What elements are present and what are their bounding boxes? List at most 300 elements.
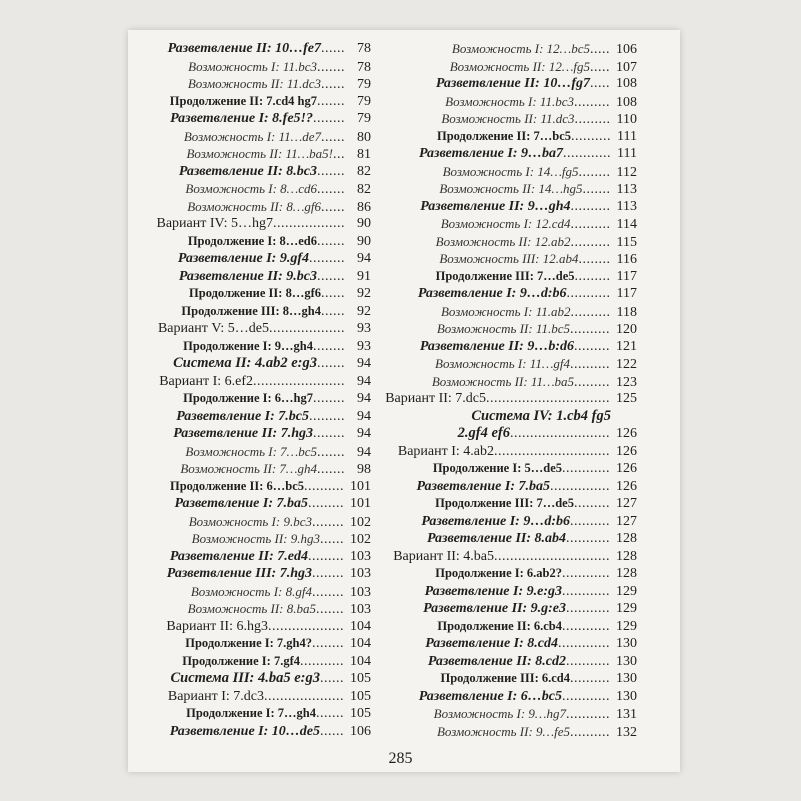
toc-entry-label: Продолжение II: 8…gf6 xyxy=(189,286,321,300)
toc-entry-label: Возможность I: 14…fg5 xyxy=(442,163,579,179)
toc-entry xyxy=(405,530,637,548)
toc-leader-dots: ....... xyxy=(317,163,345,179)
toc-entry-label: Возможность II: 8…gf6 xyxy=(187,198,321,214)
toc-entry-label: Вариант I: 4.ab2 xyxy=(397,443,494,459)
toc-entry xyxy=(155,565,371,583)
toc-entry-page: 120 xyxy=(616,322,637,337)
toc-entry-label: Вариант I: 6.ef2 xyxy=(159,373,253,389)
toc-entry xyxy=(155,338,371,356)
toc-entry xyxy=(405,408,637,426)
toc-entry-page: 113 xyxy=(616,198,637,214)
toc-entry-label: Разветвление I: 6…bc5 xyxy=(418,688,562,704)
toc-leader-dots: ....... xyxy=(582,182,611,197)
toc-entry-label: Вариант V: 5…de5 xyxy=(157,321,269,336)
toc-leader-dots: ........... xyxy=(566,286,611,301)
toc-leader-dots: ...... xyxy=(321,199,345,215)
toc-entry-label: Возможность I: 12.cd4 xyxy=(440,216,571,231)
toc-entry xyxy=(405,93,637,111)
toc-entry-label: Разветвление II: 9.bc3 xyxy=(178,268,317,284)
toc-entry xyxy=(155,513,371,531)
toc-entry-label: Вариант II: 7.dc5 xyxy=(385,391,486,406)
toc-entry-label: Вариант IV: 5…hg7 xyxy=(156,216,273,231)
toc-entry-label: Продолжение II: 7.cd4 hg7 xyxy=(169,93,317,108)
toc-entry-page: 113 xyxy=(616,182,637,197)
toc-entry xyxy=(405,320,637,338)
toc-entry-page: 82 xyxy=(357,182,371,197)
toc-entry xyxy=(155,653,371,671)
toc-entry-label: Разветвление I: 7.ba5 xyxy=(174,496,308,511)
toc-entry xyxy=(155,688,371,706)
toc-entry-page: 127 xyxy=(616,496,637,511)
toc-leader-dots: ....... xyxy=(317,444,345,460)
toc-entry-page: 101 xyxy=(350,478,371,494)
toc-entry-page: 129 xyxy=(616,601,637,616)
toc-leader-dots: ......................... xyxy=(510,426,610,441)
toc-entry-label: Возможность I: 8.gf4 xyxy=(190,583,312,599)
toc-entry-page: 129 xyxy=(616,618,637,634)
toc-entry xyxy=(405,705,637,723)
toc-entry-label: Разветвление II: 8.ab4 xyxy=(427,531,566,546)
toc-entry-page: 110 xyxy=(616,112,637,127)
toc-entry xyxy=(405,460,637,478)
toc-leader-dots: .......... xyxy=(571,128,611,144)
toc-entry-label: Возможность II: 11.dc3 xyxy=(441,111,575,126)
toc-entry-page: 92 xyxy=(357,303,371,319)
toc-entry-page: 114 xyxy=(616,217,637,232)
toc-entry xyxy=(155,198,371,216)
toc-entry xyxy=(405,495,637,513)
toc-entry xyxy=(405,233,637,251)
toc-entry xyxy=(405,215,637,233)
toc-entry xyxy=(155,390,371,408)
toc-entry-label: Разветвление II: 9…b:d6 xyxy=(419,338,574,354)
toc-entry xyxy=(405,338,637,356)
toc-entry-label: Разветвление II: 10…fg7 xyxy=(435,76,590,91)
toc-entry xyxy=(155,110,371,128)
toc-entry xyxy=(155,268,371,286)
toc-entry xyxy=(155,40,371,58)
toc-leader-dots: .................... xyxy=(264,688,344,704)
toc-entry-label: Разветвление II: 7.hg3 xyxy=(173,426,313,441)
toc-leader-dots: ........... xyxy=(300,653,344,669)
toc-entry xyxy=(405,75,637,93)
toc-entry xyxy=(405,180,637,198)
toc-leader-dots: ........... xyxy=(566,531,610,546)
toc-leader-dots: ......... xyxy=(574,338,610,354)
toc-entry-page: 128 xyxy=(616,531,637,546)
toc-entry xyxy=(155,600,371,618)
toc-leader-dots: ........ xyxy=(312,514,344,530)
toc-leader-dots: ........ xyxy=(313,338,345,354)
toc-entry-label: Возможность II: 11.dc3 xyxy=(187,76,321,91)
toc-entry-page: 108 xyxy=(616,76,637,91)
toc-entry xyxy=(405,478,637,496)
toc-entry-page: 129 xyxy=(616,583,637,599)
toc-entry-label: Вариант II: 4.ba5 xyxy=(393,548,494,564)
toc-entry-page: 103 xyxy=(350,548,371,564)
toc-entry-page: 94 xyxy=(357,356,371,371)
toc-entry-label: Возможность I: 11…gf4 xyxy=(435,356,570,371)
toc-entry-page: 103 xyxy=(350,602,371,617)
toc-entry xyxy=(405,373,637,391)
toc-leader-dots: ......... xyxy=(574,496,610,511)
toc-entry-label: Продолжение II: 6…bc5 xyxy=(169,478,304,493)
toc-entry-label: Продолжение III: 7…de5 xyxy=(435,268,575,283)
toc-leader-dots: ............ xyxy=(562,566,610,581)
toc-entry xyxy=(155,355,371,373)
toc-entry-page: 78 xyxy=(357,59,371,75)
toc-entry xyxy=(155,75,371,93)
toc-entry xyxy=(155,128,371,146)
toc-entry xyxy=(155,373,371,391)
toc-leader-dots: ........ xyxy=(313,426,345,441)
toc-leader-dots: ...... xyxy=(321,303,345,319)
toc-entry-label: Система IV: 1.cb4 fg5 xyxy=(471,407,611,424)
toc-entry-label: Разветвление I: 10…de5 xyxy=(169,723,320,739)
toc-entry-page: 126 xyxy=(616,478,637,494)
toc-entry-label: Система III: 4.ba5 e:g3 xyxy=(170,670,320,686)
toc-entry-page: 122 xyxy=(616,357,637,372)
toc-entry-label: Разветвление I: 9…ba7 xyxy=(418,146,563,161)
toc-entry xyxy=(405,670,637,688)
toc-leader-dots: .......... xyxy=(570,304,611,320)
toc-column-left xyxy=(155,40,371,740)
toc-entry-label: Продолжение I: 5…de5 xyxy=(432,461,562,475)
toc-entry-page: 105 xyxy=(350,671,371,686)
toc-entry-page: 78 xyxy=(357,41,371,56)
toc-leader-dots: ......... xyxy=(308,496,344,511)
toc-entry-page: 82 xyxy=(357,163,371,179)
toc-leader-dots: ............ xyxy=(562,688,610,704)
toc-entry-page: 90 xyxy=(357,233,371,249)
toc-entry xyxy=(155,425,371,443)
toc-entry-page: 94 xyxy=(357,444,371,460)
toc-entry xyxy=(155,215,371,233)
toc-entry-label: Возможность II: 11…ba5 xyxy=(431,373,574,389)
toc-entry-label: Возможность II: 9…fe5 xyxy=(436,723,570,739)
toc-entry-page: 130 xyxy=(616,688,637,704)
toc-entry xyxy=(405,653,637,671)
toc-entry-page: 130 xyxy=(616,671,637,686)
toc-entry xyxy=(155,408,371,426)
toc-entry xyxy=(405,58,637,76)
toc-entry xyxy=(155,180,371,198)
toc-leader-dots: ..... xyxy=(590,76,610,91)
toc-entry-label: Разветвление I: 8.fe5!? xyxy=(170,111,313,126)
toc-entry-page: 131 xyxy=(616,707,637,722)
toc-entry-page: 128 xyxy=(616,566,637,581)
toc-leader-dots: .......... xyxy=(570,234,611,250)
toc-entry xyxy=(155,285,371,303)
toc-entry xyxy=(405,250,637,268)
toc-leader-dots: ................... xyxy=(268,618,344,634)
toc-entry xyxy=(405,618,637,636)
toc-entry-page: 123 xyxy=(616,374,637,390)
toc-entry-label: Возможность II: 11…ba5! xyxy=(186,146,333,161)
toc-leader-dots: ........... xyxy=(566,653,610,669)
toc-leader-dots: ....... xyxy=(317,182,345,197)
toc-leader-dots: ........ xyxy=(578,252,611,267)
toc-entry xyxy=(405,145,637,163)
toc-entry xyxy=(405,600,637,618)
toc-leader-dots: .......... xyxy=(570,198,611,214)
toc-entry-page: 103 xyxy=(350,584,371,600)
toc-entry-page: 130 xyxy=(616,636,637,651)
toc-entry-page: 115 xyxy=(616,234,637,250)
toc-entry-page: 117 xyxy=(616,268,637,284)
toc-entry xyxy=(155,495,371,513)
toc-entry-page: 79 xyxy=(357,93,371,109)
toc-entry xyxy=(155,478,371,496)
toc-entry xyxy=(405,635,637,653)
toc-entry xyxy=(385,390,637,408)
toc-entry-label: Разветвление I: 9.e:g3 xyxy=(424,583,562,599)
toc-entry-label: Разветвление I: 9…d:b6 xyxy=(421,513,570,529)
toc-entry-label: Возможность II: 7…gh4 xyxy=(180,461,317,476)
toc-entry-page: 118 xyxy=(616,304,637,320)
toc-entry-label: Продолжение I: 9…gh4 xyxy=(183,338,313,353)
toc-entry-label: Разветвление II: 9.g:e3 xyxy=(423,601,566,616)
toc-entry-page: 101 xyxy=(350,496,371,511)
toc-leader-dots: ............... xyxy=(550,478,610,494)
toc-entry-label: Разветвление II: 9…gh4 xyxy=(420,198,571,214)
toc-leader-dots: ......... xyxy=(574,112,611,127)
toc-entry-label: Разветвление I: 9.gf4 xyxy=(177,251,309,266)
toc-entry-label: Продолжение I: 7…gh4 xyxy=(186,706,316,720)
toc-entry xyxy=(405,163,637,181)
toc-entry-page: 93 xyxy=(357,321,371,336)
toc-leader-dots: ...... xyxy=(320,532,344,547)
toc-entry-label: Возможность II: 8.ba5 xyxy=(187,601,316,616)
toc-entry-page: 104 xyxy=(350,636,371,651)
toc-entry xyxy=(155,443,371,461)
toc-leader-dots: ...... xyxy=(321,286,345,301)
toc-leader-dots: ......... xyxy=(574,268,611,284)
toc-leader-dots: ............................. xyxy=(494,443,610,459)
toc-entry-label: Продолжение III: 6.cd4 xyxy=(440,671,570,685)
toc-entry-label: Разветвление I: 8.cd4 xyxy=(425,636,558,651)
page-number: 285 xyxy=(388,750,413,767)
toc-entry xyxy=(405,355,637,373)
toc-entry-label: Система II: 4.ab2 e:g3 xyxy=(173,355,317,371)
toc-leader-dots: ...... xyxy=(321,129,345,145)
toc-leader-dots: ....... xyxy=(316,706,344,721)
toc-leader-dots: ............ xyxy=(562,618,610,634)
toc-leader-dots: .......... xyxy=(570,724,610,740)
toc-entry xyxy=(155,163,371,181)
toc-entry xyxy=(155,705,371,723)
toc-entry xyxy=(393,548,637,566)
toc-leader-dots: ........ xyxy=(578,164,611,180)
toc-entry xyxy=(405,583,637,601)
toc-entry-label: Возможность II: 9.hg3 xyxy=(191,531,320,546)
toc-entry xyxy=(405,268,637,286)
toc-leader-dots: .......... xyxy=(304,478,344,494)
toc-entry xyxy=(405,285,637,303)
toc-leader-dots: ......... xyxy=(308,548,344,564)
toc-entry-label: Продолжение I: 8…ed6 xyxy=(187,233,317,248)
toc-entry-label: Возможность I: 8…cd6 xyxy=(185,181,317,196)
toc-entry xyxy=(405,198,637,216)
toc-entry xyxy=(155,530,371,548)
toc-leader-dots: ......... xyxy=(309,251,345,266)
toc-entry xyxy=(405,303,637,321)
toc-entry xyxy=(155,145,371,163)
toc-entry-label: Продолжение I: 6.ab2? xyxy=(435,566,562,580)
toc-leader-dots: ....... xyxy=(317,59,345,75)
toc-entry-label: Вариант II: 6.hg3 xyxy=(166,618,268,634)
toc-leader-dots: .......... xyxy=(570,671,610,686)
toc-entry-page: 111 xyxy=(617,128,637,144)
toc-entry xyxy=(405,128,637,146)
toc-entry-page: 116 xyxy=(616,252,637,267)
toc-entry-label: Разветвление III: 7.hg3 xyxy=(166,566,312,581)
toc-leader-dots: ............ xyxy=(563,146,611,161)
toc-entry-page: 81 xyxy=(357,147,371,162)
toc-entry-page: 104 xyxy=(350,618,371,634)
toc-entry xyxy=(405,425,637,443)
toc-entry-page: 105 xyxy=(350,688,371,704)
toc-entry-page: 121 xyxy=(616,338,637,354)
toc-entry-label: Разветвление II: 8.bc3 xyxy=(178,163,317,179)
toc-entry-label: Возможность I: 11.ab2 xyxy=(440,303,571,319)
toc-entry-page: 90 xyxy=(357,216,371,231)
toc-entry xyxy=(155,583,371,601)
toc-entry-label: Разветвление II: 8.cd2 xyxy=(427,653,566,669)
toc-leader-dots: .......... xyxy=(570,357,610,372)
toc-entry-label: Возможность I: 12…bc5 xyxy=(451,41,590,56)
toc-leader-dots: ..... xyxy=(590,42,610,57)
toc-leader-dots: ......... xyxy=(574,94,610,110)
toc-leader-dots: ........ xyxy=(312,566,344,581)
toc-column-right xyxy=(385,40,637,740)
toc-entry-page: 117 xyxy=(616,286,637,301)
toc-leader-dots: ............................... xyxy=(486,391,610,406)
toc-entry-page: 126 xyxy=(616,461,637,476)
toc-leader-dots: ...... xyxy=(320,723,344,739)
toc-entry xyxy=(397,443,637,461)
toc-leader-dots: ............ xyxy=(562,461,610,476)
toc-leader-dots: ....... xyxy=(317,268,345,284)
toc-entry xyxy=(405,565,637,583)
toc-entry xyxy=(155,460,371,478)
toc-entry-label: Вариант I: 7.dc3 xyxy=(167,688,264,704)
toc-entry-page: 94 xyxy=(357,391,371,406)
toc-leader-dots: ............ xyxy=(562,583,610,599)
toc-entry-page: 127 xyxy=(616,513,637,529)
toc-entry-page: 130 xyxy=(616,653,637,669)
toc-leader-dots: ........ xyxy=(313,111,345,126)
toc-entry-label: Разветвление I: 9…d:b6 xyxy=(417,286,567,301)
toc-leader-dots: ....... xyxy=(317,462,345,477)
toc-entry-page: 92 xyxy=(357,286,371,301)
toc-leader-dots: ........... xyxy=(566,601,610,616)
toc-entry xyxy=(155,250,371,268)
toc-entry xyxy=(155,303,371,321)
toc-entry-label: Продолжение II: 6.cb4 xyxy=(437,618,562,633)
toc-entry-label: Разветвление I: 7.ba5 xyxy=(416,478,550,494)
toc-leader-dots: ...... xyxy=(320,671,344,686)
toc-entry-page: 104 xyxy=(350,653,371,669)
toc-entry-label: Возможность II: 12…fg5 xyxy=(449,58,590,74)
toc-entry-page: 79 xyxy=(357,111,371,126)
toc-leader-dots: ....... xyxy=(316,602,344,617)
toc-entry xyxy=(155,723,371,741)
toc-leader-dots: ........ xyxy=(312,636,344,651)
toc-entry xyxy=(155,93,371,111)
toc-leader-dots: ........ xyxy=(313,391,345,406)
toc-entry-page: 108 xyxy=(616,94,637,110)
toc-entry-page: 79 xyxy=(357,77,371,92)
toc-entry-page: 132 xyxy=(616,724,637,740)
toc-leader-dots: ......... xyxy=(309,408,345,424)
toc-entry-page: 94 xyxy=(357,408,371,424)
toc-entry-label: Продолжение III: 7…de5 xyxy=(435,496,574,510)
toc-leader-dots: ..... xyxy=(590,59,610,75)
toc-entry-page: 125 xyxy=(616,391,637,406)
toc-entry xyxy=(155,58,371,76)
toc-entry-page: 126 xyxy=(616,426,637,441)
toc-leader-dots: ........... xyxy=(566,707,610,722)
toc-entry-label: Разветвление I: 7.bc5 xyxy=(176,408,309,424)
toc-entry-page: 102 xyxy=(350,514,371,530)
toc-entry-page: 93 xyxy=(357,338,371,354)
toc-leader-dots: ...... xyxy=(321,41,345,56)
toc-entry xyxy=(155,548,371,566)
toc-entry-label: Возможность II: 11.bc5 xyxy=(436,321,570,336)
toc-entry xyxy=(155,233,371,251)
toc-entry-page: 94 xyxy=(357,426,371,441)
toc-entry xyxy=(405,513,637,531)
toc-entry-label: Продолжение I: 7.gf4 xyxy=(182,653,300,668)
toc-leader-dots: .................. xyxy=(273,216,345,231)
toc-leader-dots: ........ xyxy=(312,584,344,600)
toc-entry-page: 105 xyxy=(350,706,371,721)
toc-leader-dots: .......... xyxy=(570,217,611,232)
toc-leader-dots: ................... xyxy=(269,321,345,336)
toc-entry xyxy=(405,110,637,128)
toc-entry-label: Возможность I: 7…bc5 xyxy=(185,443,317,459)
toc-leader-dots: ............................. xyxy=(494,548,610,564)
toc-entry-label: Возможность II: 14…hg5 xyxy=(439,181,583,196)
toc-leader-dots: ...... xyxy=(321,77,345,92)
toc-entry xyxy=(155,635,371,653)
toc-entry-page: 107 xyxy=(616,59,637,75)
toc-entry-label: Возможность I: 9…hg7 xyxy=(433,706,566,721)
toc-entry-label: Возможность I: 11.bc3 xyxy=(445,93,574,109)
toc-leader-dots: ... xyxy=(333,147,345,162)
toc-leader-dots: ....... xyxy=(317,356,345,371)
toc-entry-label: Возможность I: 9.bc3 xyxy=(188,513,312,529)
toc-entry-page: 102 xyxy=(350,532,371,547)
toc-leader-dots: ....... xyxy=(317,233,345,249)
toc-entry-page: 86 xyxy=(357,199,371,215)
toc-entry-page: 128 xyxy=(616,548,637,564)
toc-entry-label: Продолжение II: 7…bc5 xyxy=(436,128,571,143)
toc-leader-dots: .......... xyxy=(570,322,610,337)
toc-entry-page: 106 xyxy=(616,42,637,57)
toc-entry-page: 103 xyxy=(350,566,371,581)
toc-entry-label: Разветвление II: 10…fe7 xyxy=(167,41,321,56)
toc-entry xyxy=(405,723,637,741)
toc-entry-label: Продолжение I: 7.gh4? xyxy=(185,636,312,650)
toc-leader-dots: ......... xyxy=(574,374,610,390)
toc-leader-dots: .......... xyxy=(570,513,610,529)
toc-entry-label: Разветвление II: 7.ed4 xyxy=(169,548,308,564)
toc-entry-label: Возможность I: 11…de7 xyxy=(183,128,321,144)
toc-entry-label: 2.gf4 ef6 xyxy=(457,425,510,441)
toc-leader-dots: ............. xyxy=(558,636,610,651)
